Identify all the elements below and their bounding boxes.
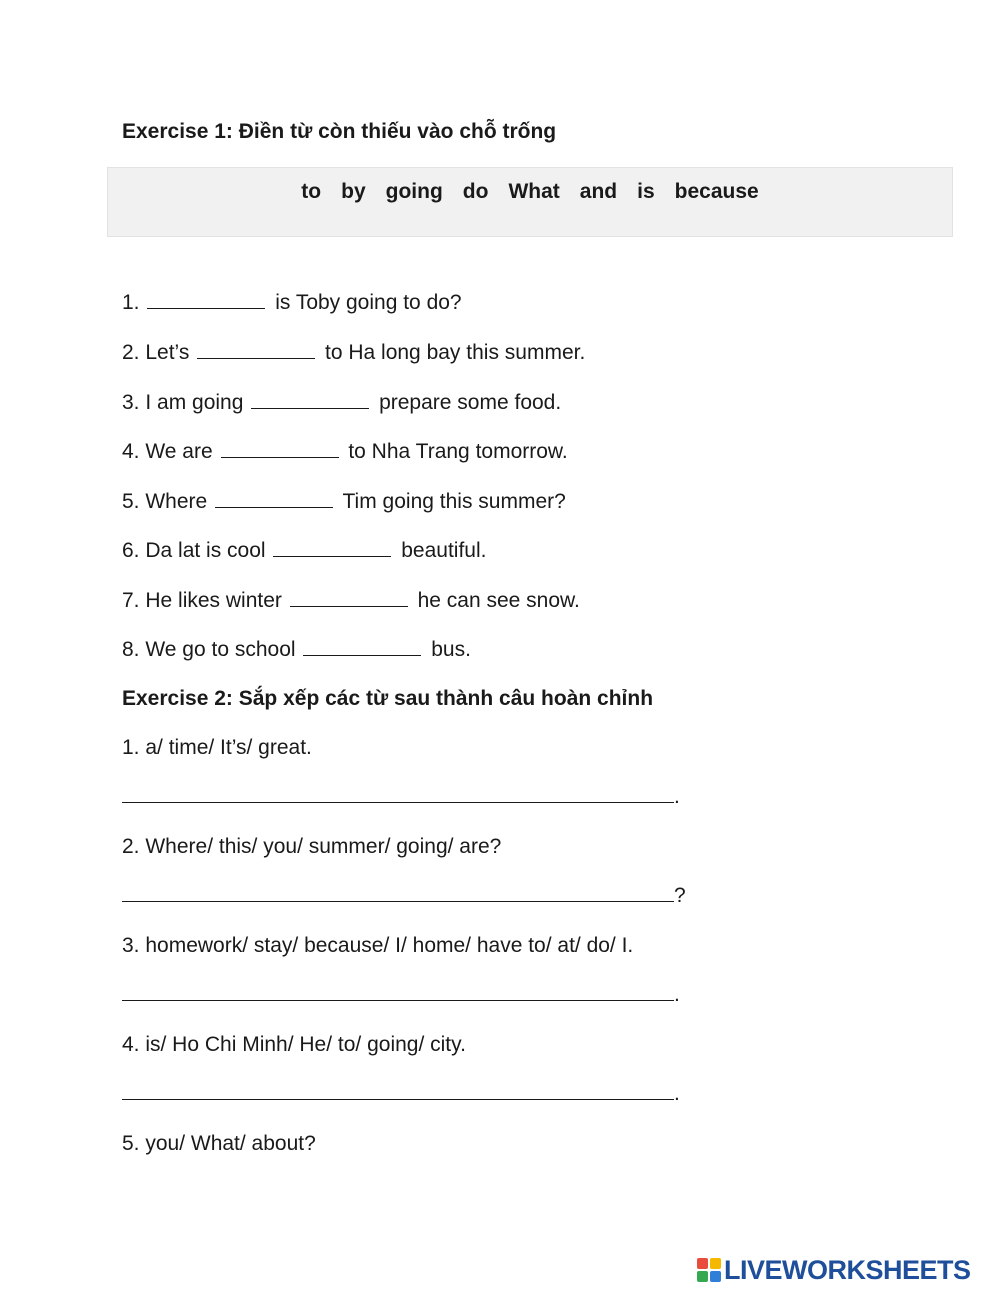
answer-input[interactable] bbox=[122, 782, 674, 803]
exercise-2-prompt: 3. homework/ stay/ because/ I/ home/ have to/ at/ do/ I. bbox=[122, 934, 634, 957]
word-bank-word: to bbox=[301, 180, 322, 203]
exercise-2-prompt: 4. is/ Ho Chi Minh/ He/ to/ going/ city. bbox=[122, 1033, 466, 1056]
item-text-after: bus. bbox=[425, 638, 471, 661]
word-bank-word: do bbox=[462, 180, 489, 203]
answer-end-mark: ? bbox=[674, 884, 686, 907]
fill-blank[interactable] bbox=[215, 489, 333, 508]
exercise-2-title: Exercise 2: Sắp xếp các từ sau thành câu hoàn chỉnh bbox=[122, 687, 654, 710]
item-text-after: beautiful. bbox=[395, 539, 487, 562]
item-text-after: is Toby going to do? bbox=[269, 291, 462, 314]
answer-end-mark: . bbox=[674, 785, 680, 808]
item-text-before: 4. We are bbox=[122, 440, 219, 463]
answer-end-mark: . bbox=[674, 1082, 680, 1105]
liveworksheets-logo bbox=[697, 1255, 971, 1285]
word-bank-word: What bbox=[508, 180, 560, 203]
item-text-before: 6. Da lat is cool bbox=[122, 539, 272, 562]
item-text-after: he can see snow. bbox=[411, 589, 580, 612]
exercise-1-item bbox=[122, 637, 471, 662]
fill-blank[interactable] bbox=[251, 390, 369, 409]
item-text-before: 7. He likes winter bbox=[122, 589, 288, 612]
item-text-before: 5. Where bbox=[122, 490, 214, 513]
answer-input[interactable] bbox=[122, 1079, 674, 1100]
fill-blank[interactable] bbox=[197, 340, 315, 359]
answer-line[interactable] bbox=[122, 881, 686, 908]
word-bank-word: going bbox=[385, 180, 443, 203]
word-bank bbox=[107, 167, 953, 237]
exercise-1-item bbox=[122, 588, 580, 613]
word-bank-word: and bbox=[579, 180, 618, 203]
exercise-1-item bbox=[122, 390, 561, 415]
item-text-after: Tim going this summer? bbox=[337, 490, 566, 513]
item-text-before: 3. I am going bbox=[122, 391, 250, 414]
exercise-1-title: Exercise 1: Điền từ còn thiếu vào chỗ trống bbox=[122, 120, 557, 143]
item-text-after: prepare some food. bbox=[373, 391, 562, 414]
exercise-1-item bbox=[122, 290, 462, 315]
logo-text: LIVEWORKSHEETS bbox=[724, 1254, 971, 1285]
answer-line[interactable] bbox=[122, 782, 680, 809]
exercise-2-prompt: 5. you/ What/ about? bbox=[122, 1132, 316, 1155]
item-text-before: 2. Let’s bbox=[122, 341, 196, 364]
answer-input[interactable] bbox=[122, 980, 674, 1001]
fill-blank[interactable] bbox=[303, 637, 421, 656]
item-text-before: 1. bbox=[122, 291, 146, 314]
exercise-1-item bbox=[122, 340, 585, 365]
fill-blank[interactable] bbox=[290, 588, 408, 607]
word-bank-word: is bbox=[637, 180, 655, 203]
word-bank-word: because bbox=[674, 180, 759, 203]
item-text-after: to Ha long bay this summer. bbox=[319, 341, 586, 364]
answer-line[interactable] bbox=[122, 980, 680, 1007]
logo-blocks-icon bbox=[697, 1258, 721, 1282]
exercise-2-prompt: 1. a/ time/ It’s/ great. bbox=[122, 736, 312, 759]
exercise-2-prompt: 2. Where/ this/ you/ summer/ going/ are? bbox=[122, 835, 502, 858]
item-text-before: 8. We go to school bbox=[122, 638, 302, 661]
item-text-after: to Nha Trang tomorrow. bbox=[342, 440, 568, 463]
answer-input[interactable] bbox=[122, 881, 674, 902]
fill-blank[interactable] bbox=[147, 290, 265, 309]
fill-blank[interactable] bbox=[221, 439, 339, 458]
answer-end-mark: . bbox=[674, 983, 680, 1006]
exercise-1-item bbox=[122, 439, 568, 464]
word-bank-words bbox=[108, 180, 952, 204]
exercise-1-item bbox=[122, 489, 566, 514]
answer-line[interactable] bbox=[122, 1079, 680, 1106]
fill-blank[interactable] bbox=[273, 538, 391, 557]
exercise-1-item bbox=[122, 538, 486, 563]
word-bank-word: by bbox=[341, 180, 366, 203]
